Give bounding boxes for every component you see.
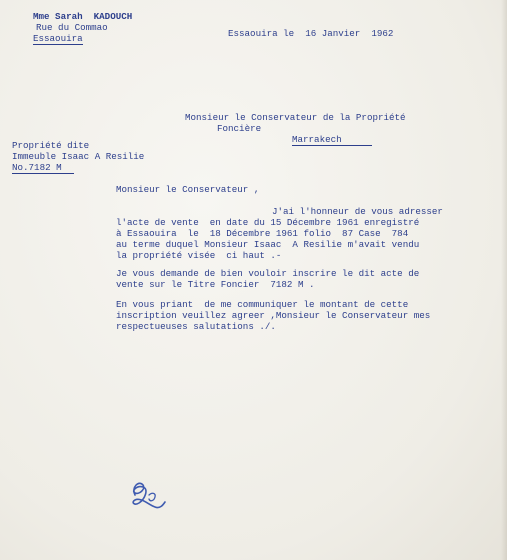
- paragraph1-line: l'acte de vente en date du 15 Décembre 1961 enregistré: [116, 217, 420, 228]
- paragraph3-line: respectueuses salutations ./.: [116, 321, 276, 332]
- paragraph3-line: En vous priant de me communiquer le montant de cette: [116, 299, 409, 310]
- sender-street: Rue du Commao: [36, 22, 108, 33]
- salutation: Monsieur le Conservateur ,: [116, 184, 260, 195]
- reference-line-2: Immeuble Isaac A Resilie: [12, 151, 145, 162]
- paragraph2-line: Je vous demande de bien vouloir inscrire le dit acte de: [116, 268, 420, 279]
- sender-city: Essaouira: [33, 33, 83, 44]
- paragraph1-line: au terme duquel Monsieur Isaac A Resilie m'avait vendu: [116, 239, 420, 250]
- recipient-title-cont: Foncière: [217, 123, 262, 134]
- reference-line-3: No.7182 M: [12, 162, 74, 174]
- paragraph2-line: vente sur le Titre Foncier 7182 M .: [116, 279, 315, 290]
- date-line: Essaouira le 16 Janvier 1962: [228, 28, 394, 39]
- paragraph1-line: à Essaouira le 18 Décembre 1961 folio 87 Case 784: [116, 228, 409, 239]
- paragraph1-line: la propriété visée ci haut .-: [116, 250, 282, 261]
- handwritten-signature: [125, 475, 171, 515]
- sender-name: Mme Sarah KADOUCH: [33, 11, 133, 22]
- paragraph3-line: inscription veuillez agreer ,Monsieur le Conservateur mes: [116, 310, 431, 321]
- recipient-title: Monsieur le Conservateur de la Propriété: [185, 112, 406, 123]
- reference-line-1: Propriété dite: [12, 140, 90, 151]
- paragraph1-line: J'ai l'honneur de vous adresser: [272, 206, 443, 217]
- recipient-city: Marrakech: [292, 134, 372, 146]
